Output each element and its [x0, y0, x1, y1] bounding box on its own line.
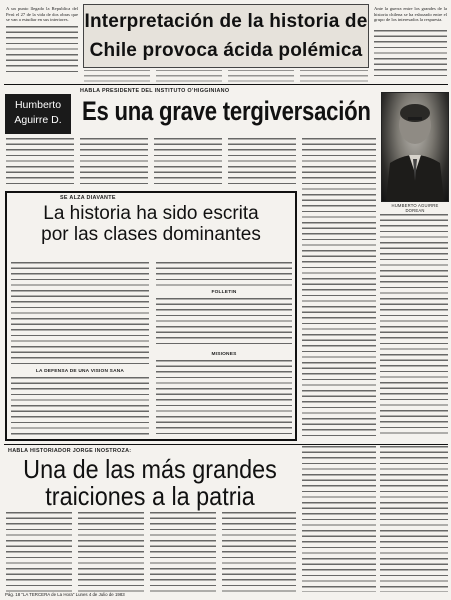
- article2-col-right-a: [156, 262, 292, 286]
- article3-col-4: [222, 512, 296, 592]
- article1-headline: Es una grave tergiversación: [82, 96, 371, 126]
- banner-title-line2: Chile provoca ácida polémica: [89, 40, 363, 61]
- article1-col-3: [154, 138, 222, 188]
- article2-headline-line1: La historia ha sido escrita: [43, 203, 259, 224]
- portrait-figure: [382, 93, 448, 201]
- banner-subcolumn-2: [156, 70, 222, 82]
- article3-col-2: [78, 512, 144, 592]
- article2-col-right-b: [156, 298, 292, 348]
- article3-col-6: [380, 446, 448, 592]
- page-footer: Pág. 18 "LA TERCERA de La Hora" Lunes 4 de Julio de 1983: [5, 592, 125, 597]
- author-last-name: Aguirre D.: [14, 114, 62, 126]
- article2-col-left-b: [11, 377, 149, 435]
- article1-col-5: [302, 138, 376, 438]
- photo-caption-line2: DOREAN: [405, 208, 425, 213]
- banner-title-line1: Interpretación de la historia de: [84, 11, 368, 32]
- portrait-photo: [381, 92, 449, 202]
- article3-headline-line2: traiciones a la patria: [45, 481, 255, 511]
- banner-subcolumn-4: [300, 70, 368, 82]
- article2-subhead3: LA DEFENSA DE UNA VISION SANA: [35, 369, 125, 374]
- top-right-blurb: [374, 6, 447, 28]
- article2-col-right-c: [156, 360, 292, 435]
- top-right-blurb-lines: [374, 30, 447, 76]
- banner-divider: [4, 84, 448, 85]
- article3-col-3: [150, 512, 216, 592]
- top-right-blurb-text: Ante la guerra entre los grandes de la historia chilena se ha esbozado entre el grupo de los interesados la respuesta.: [374, 6, 447, 23]
- article3-col-5: [302, 446, 376, 592]
- article2-headline-line2: por las clases dominantes: [41, 224, 261, 245]
- author-name-box: [5, 94, 71, 134]
- article1-kicker: HABLA PRESIDENTE DEL INSTITUTO O’HIGGINIANO: [80, 88, 230, 94]
- top-left-blurb-text: A un punto llegado la Republica del Perú el 27 de la vida de dos obras que se van a estudiar en sus interiores.: [6, 6, 78, 23]
- top-left-blurb-lines: [6, 26, 78, 76]
- article2-subhead1: FOLLETIN: [211, 290, 237, 295]
- article3-col-1: [6, 512, 72, 592]
- photo-caption: [379, 203, 451, 213]
- photo-caption-line1: HUMBERTO AGUIRRE: [391, 203, 439, 208]
- banner-subcolumn-1: [84, 70, 150, 82]
- banner-title-box: [83, 4, 369, 68]
- article2-subhead2: MISIONES: [211, 352, 237, 357]
- article1-col-1: [6, 138, 74, 188]
- article1-col-6: [380, 214, 448, 438]
- banner-subcolumn-3: [228, 70, 294, 82]
- article3-headline-line1: Una de las más grandes: [23, 454, 277, 484]
- article2-kicker: SE ALZA DIAVANTE: [60, 195, 116, 201]
- article3-kicker: HABLA HISTORIADOR JORGE INOSTROZA:: [8, 448, 132, 454]
- article1-col-2: [80, 138, 148, 188]
- article2-headline-box: [12, 203, 290, 253]
- author-first-name: Humberto: [14, 99, 62, 111]
- article2-col-left-a: [11, 262, 149, 364]
- article1-col-4: [228, 138, 296, 188]
- article3-divider: [4, 444, 448, 445]
